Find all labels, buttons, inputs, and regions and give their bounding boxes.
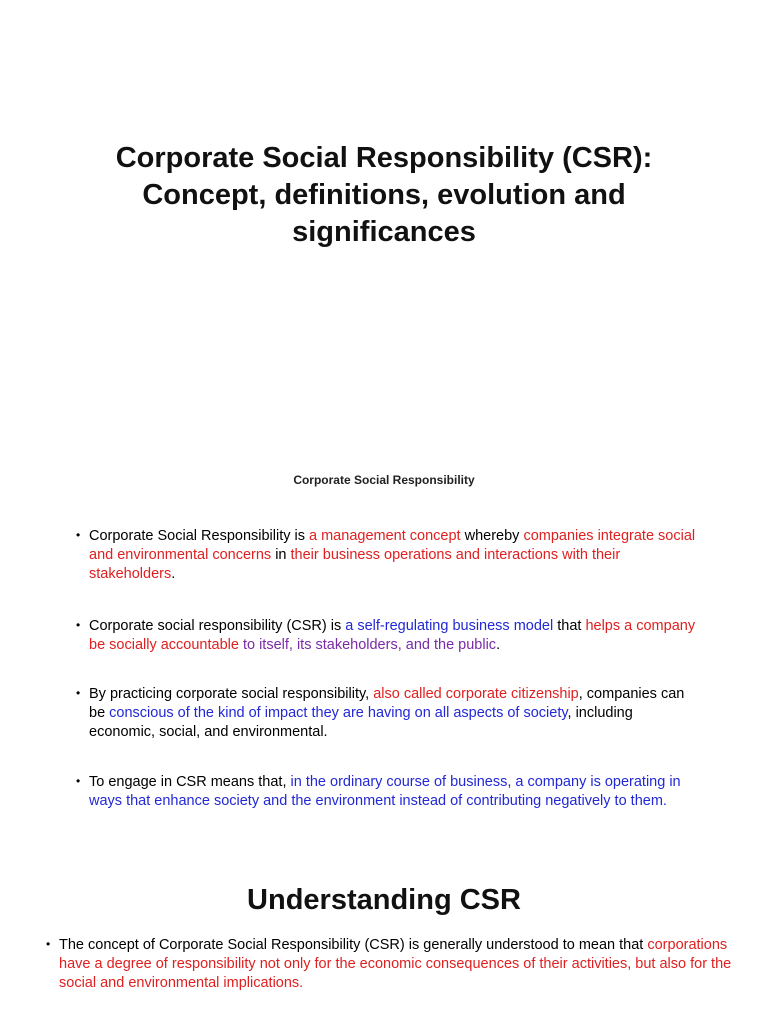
bullet-text: in [271,547,291,563]
bullet-text: . [496,637,501,653]
highlight-blue: conscious of the kind of impact they are having on all aspects of society [109,705,568,721]
bullet-text: Corporate Social Responsibility is [89,528,310,544]
bullet-text: . [171,566,176,582]
csr-bullet-2 [89,617,699,655]
bullet-text: To engage in CSR means that, [89,774,291,790]
title-line: significances [292,216,476,248]
title-slide [0,0,768,440]
bullet-text: , companies can be [89,686,685,721]
bullet-text: whereby [460,528,524,544]
highlight-red: also called corporate citizenship [373,686,579,702]
understanding-heading: Understanding CSR [247,884,521,916]
bullet-text: that [553,618,586,634]
csr-bullet-4 [89,773,699,811]
understanding-slide [0,870,768,1024]
understanding-bullet [59,936,749,993]
highlight-blue: in the ordinary course of business, a company is operating in ways that enhance society and the environment instead of contributing negatively to them. [89,774,681,809]
title-line: Corporate Social Responsibility (CSR): [115,142,653,174]
bullet-text: The concept of Corporate Social Responsibility (CSR) is generally understood to mean that [59,937,648,953]
highlight-red: their business operations and interactions with their stakeholders [89,547,621,582]
highlight-red: companies integrate social and environmental concerns [89,528,696,563]
bullet-text: , including economic, social, and environmental. [89,705,633,740]
csr-slide-heading: Corporate Social Responsibility [293,473,475,487]
highlight-red: a management concept [309,528,461,544]
bullet-text: By practicing corporate social responsibility, [89,686,374,702]
bullet-text: Corporate social responsibility (CSR) is [89,618,346,634]
title-line: Concept, definitions, evolution and [142,179,626,211]
highlight-blue: a self-regulating business model [345,618,554,634]
csr-bullet-3 [89,685,699,742]
highlight-red: helps a company be socially accountable [89,618,696,653]
highlight-purple: to itself, its stakeholders, and the public [238,637,497,653]
csr-bullet-1 [89,527,699,584]
main-title [40,140,728,251]
highlight-red: corporations have a degree of responsibility not only for the economic consequences of their activities, but also for the social and environmental implications. [59,937,732,991]
